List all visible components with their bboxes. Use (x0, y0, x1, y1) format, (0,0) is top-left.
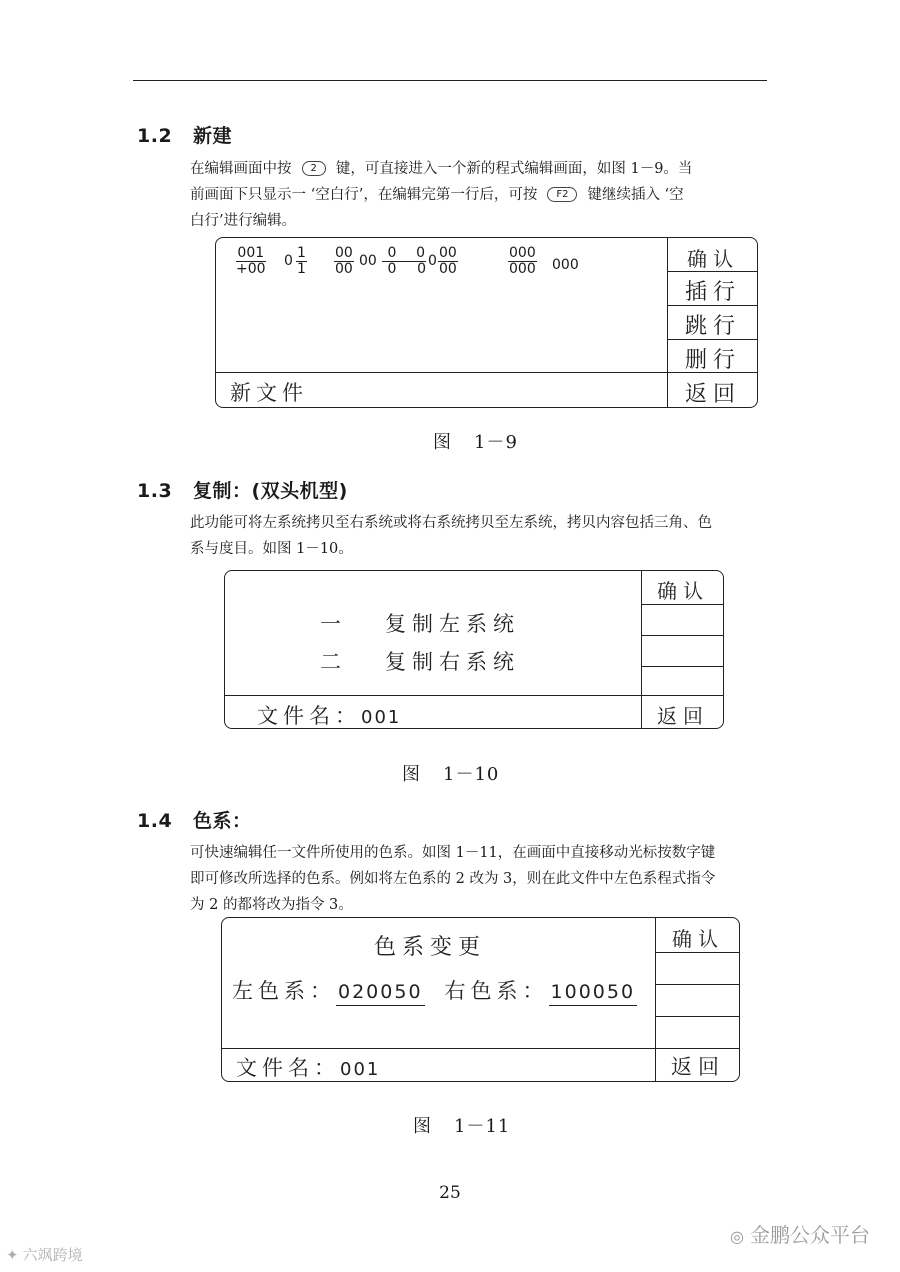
program-field[interactable] (296, 246, 307, 277)
program-field[interactable]: 0 (428, 253, 437, 269)
figure-caption-1-9 (433, 428, 518, 454)
paragraph-line: 系与度目。如图 1－10。 (190, 541, 353, 557)
header-rule (133, 80, 767, 81)
right-color-label: 右色系： (444, 979, 549, 1003)
caption-number: 1－11 (454, 1116, 511, 1137)
text-run: 键继续插入 ‘空 (587, 187, 684, 203)
caption-label: 图 (433, 432, 452, 453)
status-text: 新文件 (230, 381, 308, 405)
field-bottom: 00 (335, 261, 353, 277)
section-title: 色系： (193, 810, 252, 832)
confirm-button[interactable]: 确认 (672, 927, 724, 951)
softkey-separator (655, 1016, 739, 1017)
paragraph-line: 可快速编辑任一文件所使用的色系。如图 1－11，在画面中直接移动光标按数字键 (190, 845, 716, 861)
status-divider (225, 695, 723, 696)
caption-number: 1－10 (443, 764, 500, 785)
file-name-value: 001 (361, 707, 402, 728)
weibo-icon: ✦ (6, 1246, 19, 1264)
back-button[interactable]: 返回 (684, 382, 741, 407)
delete-row-button[interactable]: 删行 (684, 348, 741, 373)
paragraph-line: 此功能可将左系统拷贝至右系统或将右系统拷贝至左系统，拷贝内容包括三角、色 (190, 515, 712, 531)
section-1-2-paragraph (190, 156, 692, 234)
file-name-label: 文件名： (257, 704, 361, 728)
section-heading-1-2 (137, 121, 232, 148)
softkey-separator (655, 952, 739, 953)
menu-item-copy-right[interactable] (320, 646, 520, 676)
file-name-value: 001 (340, 1059, 381, 1080)
text-run: 在编辑画面中按 (190, 161, 292, 177)
softkey-divider (667, 238, 668, 407)
field-top: 0 (382, 246, 402, 262)
watermark-text: 六飒跨境 (22, 1246, 83, 1264)
field-top: 00 (439, 245, 457, 261)
program-field[interactable] (236, 246, 266, 277)
color-system-row (232, 975, 637, 1005)
figure-caption-1-11 (413, 1112, 510, 1138)
section-1-3-paragraph (190, 510, 712, 562)
field-bottom: 00 (439, 261, 457, 277)
menu-item-copy-left[interactable] (320, 608, 520, 638)
field-top: 001 (237, 245, 265, 261)
section-heading-1-3 (137, 476, 348, 503)
softkey-separator (641, 635, 723, 636)
paragraph-line: 为 2 的都将改为指令 3。 (190, 897, 353, 913)
new-file-screen (215, 237, 758, 408)
field-bottom: 0 (387, 261, 397, 277)
text-run: 键，可直接进入一个新的程式编辑画面，如图 1－9。当 (335, 161, 693, 177)
program-field[interactable]: 000 (552, 257, 579, 273)
program-field[interactable]: 00 (359, 253, 377, 269)
field-bottom: +00 (236, 261, 266, 277)
wechat-icon: ◎ (730, 1227, 744, 1246)
figure-caption-1-10 (402, 760, 499, 786)
section-number: 1.4 (137, 810, 173, 832)
file-name-label: 文件名： (236, 1056, 340, 1080)
watermark-text: 金鹏公众平台 (750, 1223, 870, 1247)
status-file-name (236, 1052, 380, 1082)
field-bottom: 0 (417, 261, 426, 277)
menu-label: 复制右系统 (385, 650, 520, 674)
confirm-button[interactable]: 确认 (687, 247, 739, 271)
paragraph-line (190, 182, 692, 208)
watermark-right (730, 1219, 870, 1248)
section-1-4-paragraph (190, 840, 715, 918)
section-title: 复制：(双头机型) (193, 480, 348, 502)
section-heading-1-4 (137, 806, 252, 833)
paragraph-line (190, 208, 692, 234)
menu-index: 一 (320, 612, 347, 636)
program-field[interactable]: 0 (284, 253, 293, 269)
softkey-separator (641, 666, 723, 667)
field-top: 000 (509, 245, 536, 261)
status-divider (222, 1048, 739, 1049)
field-top: 00 (335, 245, 353, 261)
softkey-divider (655, 918, 656, 1081)
section-number: 1.3 (137, 480, 173, 502)
caption-label: 图 (402, 764, 421, 785)
status-file-name (257, 700, 401, 730)
section-number: 1.2 (137, 125, 173, 147)
text-run: 前画面下只显示一 ‘空白行’，在编辑完第一行后，可按 (190, 187, 538, 203)
text-run: 白行’进行编辑。 (190, 213, 297, 229)
field-top: 1 (297, 245, 306, 261)
page-number: 25 (439, 1183, 461, 1203)
paragraph-line (190, 156, 692, 182)
watermark-left (6, 1244, 83, 1265)
softkey-separator (655, 984, 739, 985)
section-title: 新建 (193, 125, 233, 147)
insert-row-button[interactable]: 插行 (684, 280, 741, 305)
softkey-separator (641, 604, 723, 605)
program-field[interactable] (402, 246, 426, 277)
confirm-button[interactable]: 确认 (657, 579, 709, 603)
caption-number: 1－9 (474, 432, 518, 453)
left-color-input[interactable]: 020050 (336, 981, 425, 1006)
right-color-input[interactable]: 100050 (549, 981, 638, 1006)
field-top: 0 (402, 246, 426, 262)
status-divider (216, 372, 667, 373)
field-bottom: 000 (509, 261, 536, 277)
field-bottom: 1 (297, 261, 306, 277)
key-f2-icon: F2 (547, 187, 577, 202)
program-field[interactable] (508, 246, 537, 277)
program-field[interactable] (382, 246, 402, 277)
key-2-icon: 2 (302, 161, 326, 176)
back-button[interactable]: 返回 (671, 1055, 725, 1079)
color-system-screen (221, 917, 740, 1082)
softkey-divider (641, 571, 642, 728)
screen-title: 色系变更 (374, 935, 487, 960)
left-color-label: 左色系： (232, 979, 336, 1003)
caption-label: 图 (413, 1116, 432, 1137)
program-field[interactable] (334, 246, 354, 277)
program-field[interactable] (438, 246, 458, 277)
jump-row-button[interactable]: 跳行 (684, 314, 741, 339)
menu-label: 复制左系统 (385, 612, 520, 636)
menu-index: 二 (320, 650, 347, 674)
copy-screen (224, 570, 724, 729)
paragraph-line: 即可修改所选择的色系。例如将左色系的 2 改为 3，则在此文件中左色系程式指令 (190, 871, 716, 887)
back-button[interactable]: 返回 (657, 704, 709, 728)
